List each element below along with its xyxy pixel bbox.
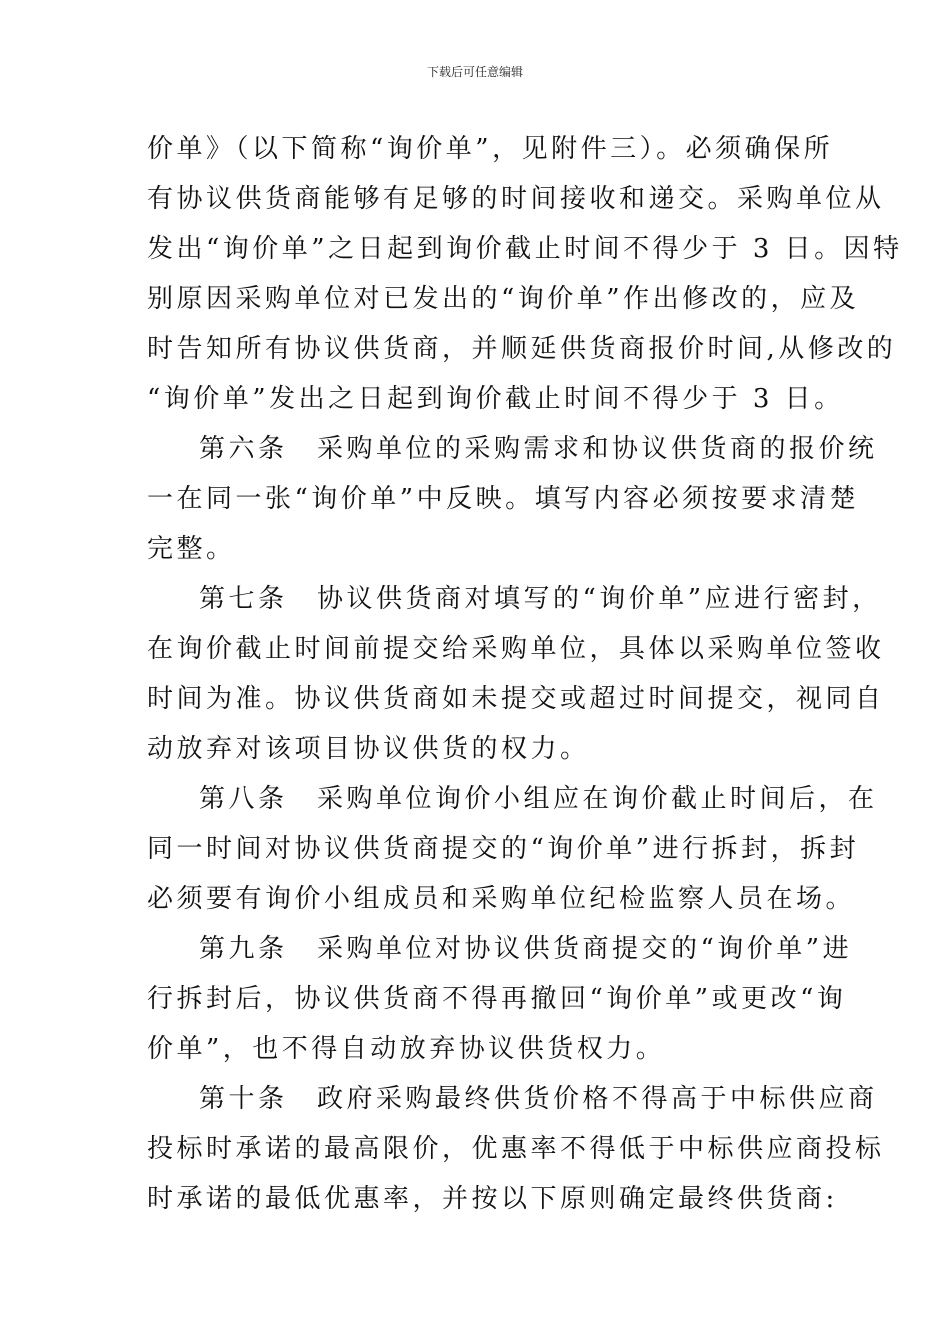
text-line: 完整。	[147, 534, 236, 564]
text-line: 必须要有询价小组成员和采购单位纪检监察人员在场。	[147, 884, 856, 914]
text-line: 动放弃对该项目协议供货的权力。	[147, 734, 590, 764]
text-line: 同一时间对协议供货商提交的“询价单”进行拆封，拆封	[147, 834, 860, 864]
text-line: “询价单”发出之日起到询价截止时间不得少于 3 日。	[147, 384, 844, 414]
article-10-start: 第十条 政府采购最终供货价格不得高于中标供应商	[199, 1084, 878, 1114]
text-line: 行拆封后，协议供货商不得再撤回“询价单”或更改“询	[147, 984, 847, 1014]
text-line: 有协议供货商能够有足够的时间接收和递交。采购单位从	[147, 184, 885, 214]
text-line: 发出“询价单”之日起到询价截止时间不得少于 3 日。因特	[147, 234, 903, 264]
document-body	[147, 124, 903, 1224]
text-line: 时间为准。协议供货商如未提交或超过时间提交，视同自	[147, 684, 885, 714]
text-line: 价单”，也不得自动放弃协议供货权力。	[147, 1034, 666, 1064]
text-line: 时告知所有协议供货商，并顺延供货商报价时间,从修改的	[147, 334, 897, 364]
text-line: 价单》（以下简称“询价单”，见附件三）。必须确保所	[147, 134, 834, 164]
article-8-start: 第八条 采购单位询价小组应在询价截止时间后，在	[199, 784, 878, 814]
text-line: 时承诺的最低优惠率，并按以下原则确定最终供货商:	[147, 1184, 838, 1214]
text-line: 一在同一张“询价单”中反映。填写内容必须按要求清楚	[147, 484, 860, 514]
text-line: 别原因采购单位对已发出的“询价单”作出修改的，应及	[147, 284, 860, 314]
article-7-start: 第七条 协议供货商对填写的“询价单”应进行密封，	[199, 584, 882, 614]
article-6-start: 第六条 采购单位的采购需求和协议供货商的报价统	[199, 434, 878, 464]
text-line: 在询价截止时间前提交给采购单位，具体以采购单位签收	[147, 634, 885, 664]
article-9-start: 第九条 采购单位对协议供货商提交的“询价单”进	[199, 934, 853, 964]
text-line: 投标时承诺的最高限价，优惠率不得低于中标供应商投标	[147, 1134, 885, 1164]
page-header: 下载后可任意编辑	[426, 65, 523, 79]
